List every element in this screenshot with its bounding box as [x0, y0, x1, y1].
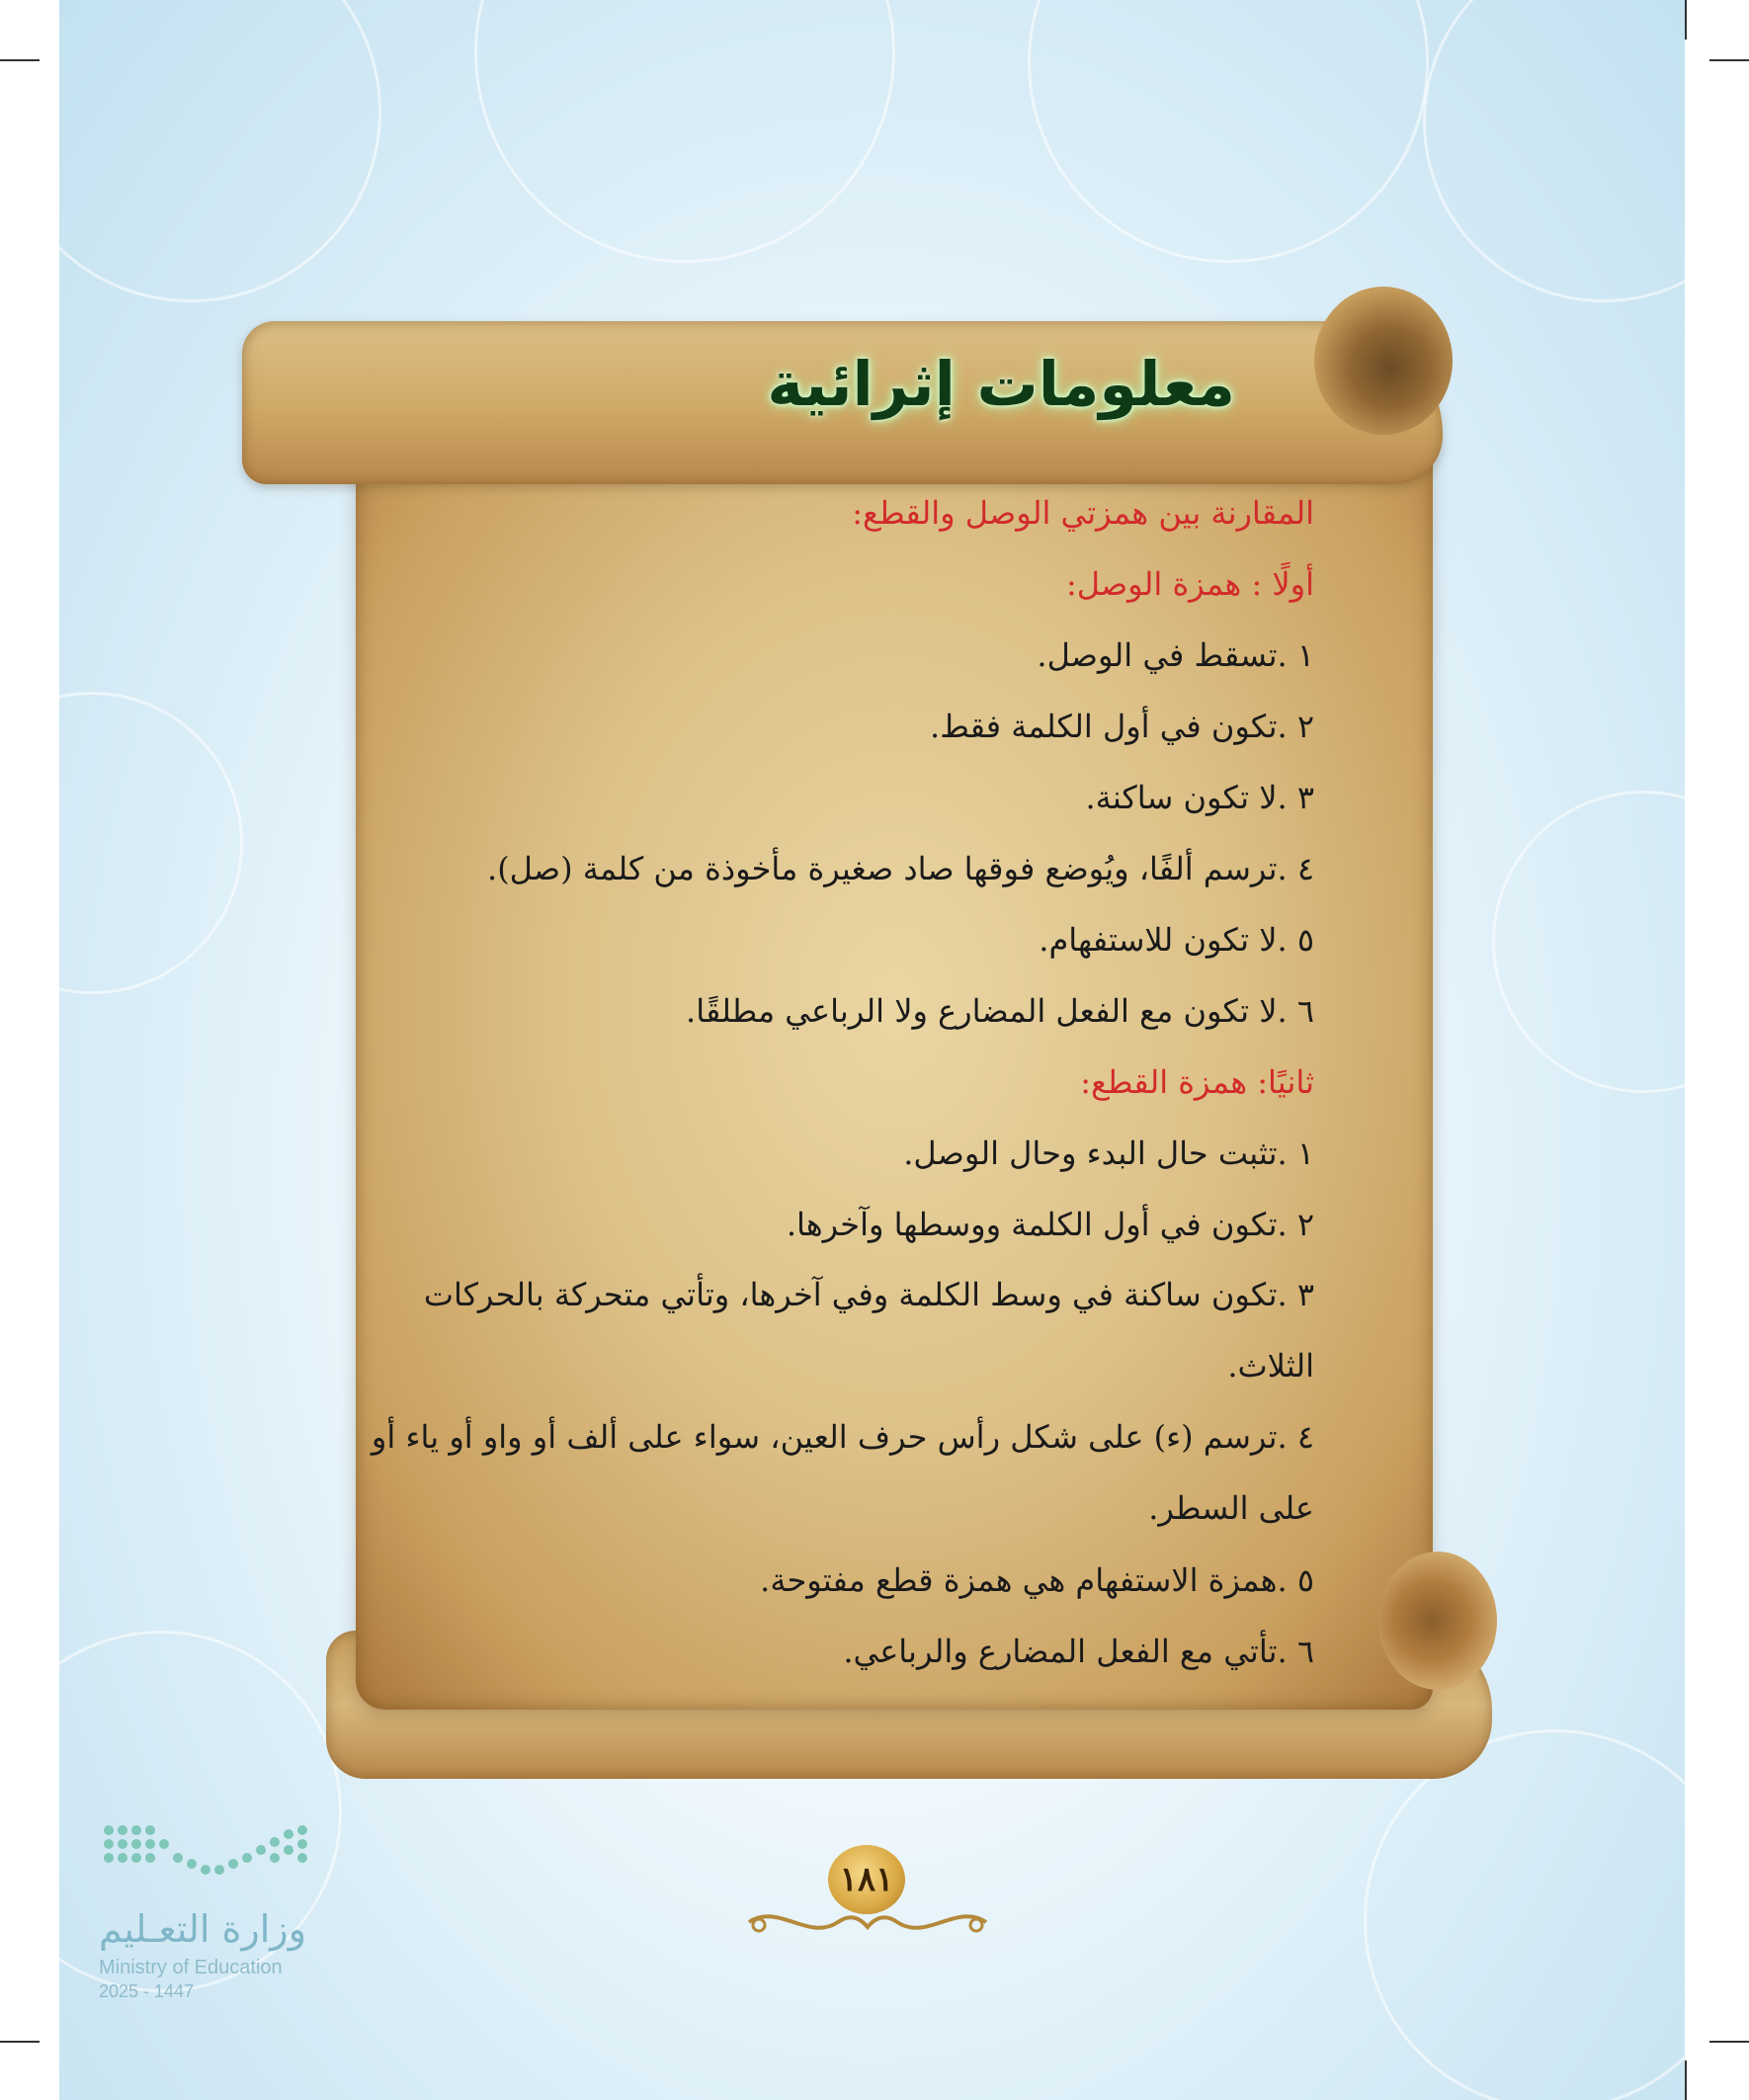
flourish-ornament-icon: [739, 1897, 996, 1947]
list-item: ٤ .ترسم (ء) على شكل رأس حرف العين، سواء على ألف أو واو أو ياء أو على السطر.: [371, 1418, 1314, 1527]
scroll-bottom-curl: [1378, 1552, 1497, 1690]
list-item: ٥ .همزة الاستفهام هي همزة قطع مفتوحة.: [760, 1561, 1314, 1599]
section-title-qat: ثانيًا: همزة القطع:: [1080, 1063, 1314, 1101]
list-item: ٤ .ترسم ألفًا، ويُوضع فوقها صاد صغيرة مأخوذة من كلمة (صل).: [487, 850, 1314, 887]
comparison-heading: المقارنة بين همزتي الوصل والقطع:: [852, 494, 1314, 532]
section-title-wasl: أولًا : همزة الوصل:: [1065, 565, 1314, 603]
edition-year: 2025 - 1447: [99, 1981, 195, 2001]
list-item: ٣ .لا تكون ساكنة.: [1085, 779, 1314, 816]
list-item: ٢ .تكون في أول الكلمة فقط.: [930, 708, 1314, 745]
ministry-name-english: Ministry of Education: [99, 1957, 283, 1978]
list-item: ١ .تثبت حال البدء وحال الوصل.: [903, 1134, 1314, 1172]
list-item: ٣ .تكون ساكنة في وسط الكلمة وفي آخرها، وتأتي متحركة بالحركات الثلاث.: [423, 1276, 1314, 1385]
list-item: ٥ .لا تكون للاستفهام.: [1039, 921, 1314, 959]
page-title: معلومات إثرائية: [767, 348, 1235, 420]
ministry-logo-icon: [99, 1820, 316, 1890]
scroll-top-curl: [1314, 287, 1453, 435]
ministry-name-arabic: وزارة التعـليم: [99, 1907, 307, 1951]
list-item: ١ .تسقط في الوصل.: [1037, 636, 1314, 674]
page-number: ١٨١: [828, 1845, 905, 1914]
list-item: ٦ .تأتي مع الفعل المضارع والرباعي.: [843, 1633, 1314, 1670]
list-item: ٦ .لا تكون مع الفعل المضارع ولا الرباعي مطلقًا.: [686, 992, 1314, 1030]
list-item: ٢ .تكون في أول الكلمة ووسطها وآخرها.: [786, 1206, 1314, 1243]
